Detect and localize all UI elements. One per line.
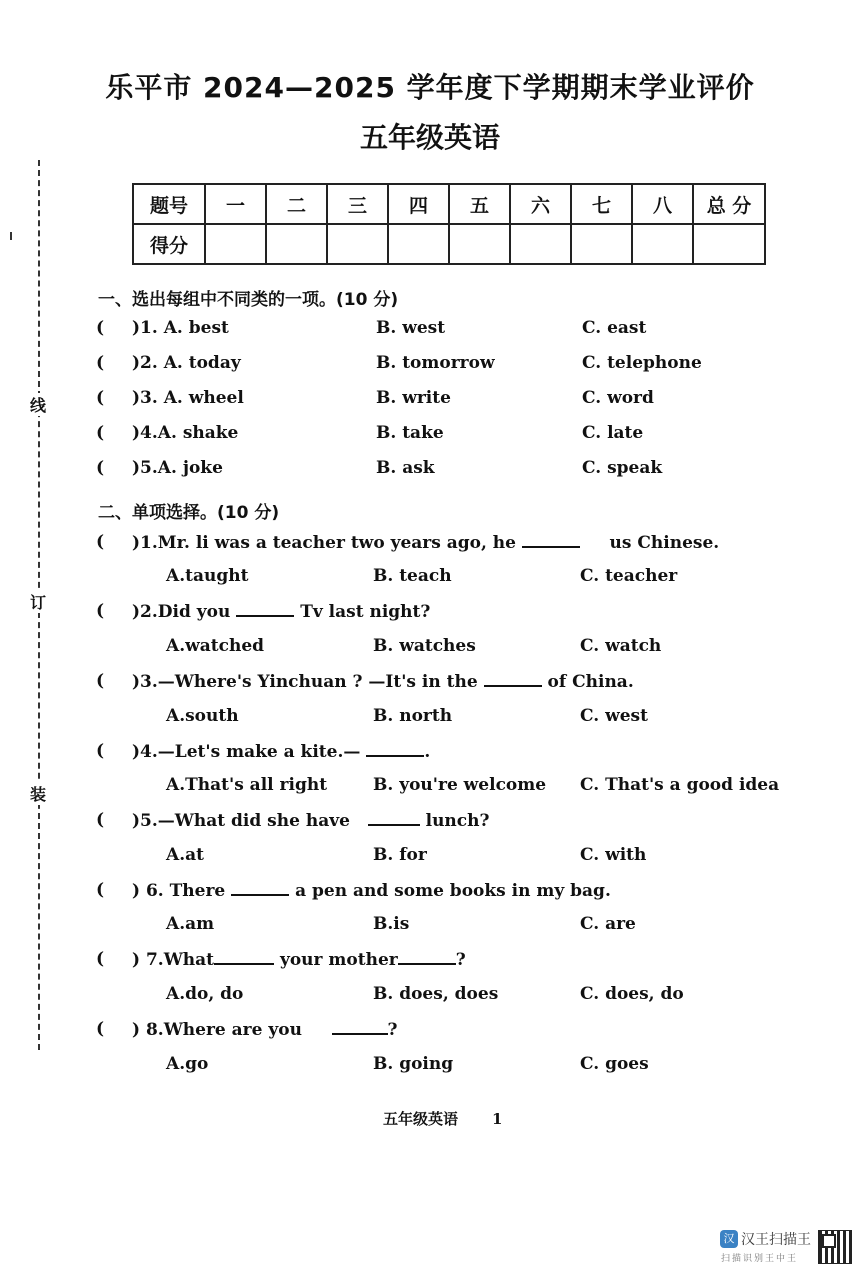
binding-mark-xian: 线 bbox=[26, 393, 50, 416]
qr-code-icon bbox=[818, 1230, 852, 1264]
question-text bbox=[132, 601, 430, 622]
score-cell[interactable] bbox=[388, 224, 449, 264]
question-text bbox=[132, 1019, 398, 1040]
answer-paren[interactable]: ( bbox=[96, 810, 105, 830]
answer-paren[interactable]: ( bbox=[96, 532, 105, 552]
answer-paren[interactable]: ( bbox=[96, 601, 105, 621]
option-a: A.do, do bbox=[166, 984, 244, 1004]
option-c: C. goes bbox=[580, 1054, 649, 1074]
option-a: A.watched bbox=[166, 636, 265, 656]
question-mid: your mother bbox=[279, 950, 398, 970]
score-cell[interactable] bbox=[632, 224, 693, 264]
option-a: A.south bbox=[166, 706, 239, 726]
section1-heading: 一、选出每组中不同类的一项。(10 分) bbox=[98, 290, 399, 310]
question-post: lunch? bbox=[425, 811, 490, 831]
scanner-name: 汉王扫描王 bbox=[741, 1232, 811, 1248]
question-pre: ) 8.Where are you bbox=[132, 1020, 302, 1040]
section1-item bbox=[0, 423, 860, 449]
score-table-col: 一 bbox=[205, 184, 266, 224]
binding-mark-zhuang: 装 bbox=[26, 782, 50, 805]
question-text bbox=[132, 880, 611, 901]
option-b: B. teach bbox=[373, 566, 452, 586]
score-table-score-row bbox=[133, 224, 765, 264]
question-text bbox=[132, 532, 719, 553]
question-post: . bbox=[424, 742, 431, 762]
section1-item bbox=[0, 458, 860, 484]
question-post: Tv last night? bbox=[300, 602, 431, 622]
section2-question bbox=[0, 671, 860, 697]
score-table-row1-label: 题号 bbox=[133, 184, 205, 224]
scanner-slogan: 扫描识别王中王 bbox=[721, 1254, 799, 1264]
question-pre: ) 6. There bbox=[132, 881, 226, 901]
option-a: A.go bbox=[166, 1054, 209, 1074]
question-post: ? bbox=[387, 1020, 398, 1040]
score-cell[interactable] bbox=[266, 224, 327, 264]
score-table-col: 二 bbox=[266, 184, 327, 224]
score-table-col: 五 bbox=[449, 184, 510, 224]
question-post: us Chinese. bbox=[609, 533, 720, 553]
option-b: B. west bbox=[376, 318, 446, 338]
answer-paren[interactable]: ( bbox=[96, 1019, 105, 1039]
section1-item bbox=[0, 388, 860, 414]
option-c: C. That's a good idea bbox=[580, 775, 780, 795]
option-b: B. take bbox=[376, 423, 444, 443]
option-b: B. going bbox=[373, 1054, 454, 1074]
option-b: B. ask bbox=[376, 458, 435, 478]
question-pre: )2.Did you bbox=[132, 602, 231, 622]
scanner-watermark bbox=[720, 1228, 852, 1268]
section2-options bbox=[0, 566, 860, 592]
score-cell[interactable] bbox=[327, 224, 388, 264]
score-cell[interactable] bbox=[449, 224, 510, 264]
answer-blank[interactable] bbox=[332, 1019, 388, 1035]
item-question: )5.A. joke bbox=[132, 458, 223, 478]
answer-paren[interactable]: ( bbox=[96, 880, 105, 900]
page-number: 1 bbox=[492, 1110, 503, 1128]
answer-paren[interactable]: ( bbox=[96, 949, 105, 969]
option-b: B. does, does bbox=[373, 984, 499, 1004]
option-c: C. watch bbox=[580, 636, 662, 656]
score-cell[interactable] bbox=[510, 224, 571, 264]
section2-options bbox=[0, 1054, 860, 1080]
section2-question bbox=[0, 949, 860, 975]
option-b: B. write bbox=[376, 388, 451, 408]
option-c: C. does, do bbox=[580, 984, 684, 1004]
option-a: A.taught bbox=[166, 566, 249, 586]
option-b: B. you're welcome bbox=[373, 775, 547, 795]
option-c: C. west bbox=[580, 706, 648, 726]
option-a: A.am bbox=[166, 914, 215, 934]
section2-question bbox=[0, 1019, 860, 1045]
item-question: )2. A. today bbox=[132, 353, 241, 373]
question-text bbox=[132, 810, 489, 831]
option-c: C. telephone bbox=[582, 353, 702, 373]
answer-blank[interactable] bbox=[236, 601, 294, 617]
score-table-col: 四 bbox=[388, 184, 449, 224]
option-b: B. tomorrow bbox=[376, 353, 495, 373]
option-b: B. watches bbox=[373, 636, 476, 656]
binding-mark-ding: 订 bbox=[26, 590, 50, 613]
answer-paren[interactable]: ( bbox=[96, 353, 105, 373]
option-c: C. late bbox=[582, 423, 644, 443]
answer-blank[interactable] bbox=[398, 949, 456, 965]
question-pre: )5.—What did she have bbox=[132, 811, 350, 831]
page-footer bbox=[383, 1108, 502, 1129]
option-c: C. east bbox=[582, 318, 647, 338]
answer-paren[interactable]: ( bbox=[96, 423, 105, 443]
item-question: )3. A. wheel bbox=[132, 388, 244, 408]
section2-heading: 二、单项选择。(10 分) bbox=[98, 503, 280, 523]
question-post: of China. bbox=[547, 672, 634, 692]
option-c: C. speak bbox=[582, 458, 663, 478]
section2-question bbox=[0, 532, 860, 558]
score-table-col: 七 bbox=[571, 184, 632, 224]
section2-question bbox=[0, 810, 860, 836]
answer-blank[interactable] bbox=[368, 810, 420, 826]
option-b: B. for bbox=[373, 845, 427, 865]
item-question: )4.A. shake bbox=[132, 423, 239, 443]
score-table-col: 三 bbox=[327, 184, 388, 224]
answer-paren[interactable]: ( bbox=[96, 671, 105, 691]
page-title: 乐平市 2024—2025 学年度下学期期末学业评价 bbox=[105, 71, 755, 104]
answer-blank[interactable] bbox=[231, 880, 289, 896]
question-text bbox=[132, 949, 466, 970]
section2-question bbox=[0, 601, 860, 627]
footer-label: 五年级英语 bbox=[383, 1110, 459, 1128]
question-post: a pen and some books in my bag. bbox=[295, 881, 611, 901]
question-pre: )1.Mr. li was a teacher two years ago, he bbox=[132, 533, 516, 553]
scanner-logo-icon: 汉 bbox=[720, 1230, 738, 1248]
answer-paren[interactable]: ( bbox=[96, 318, 105, 338]
score-cell[interactable] bbox=[571, 224, 632, 264]
answer-blank[interactable] bbox=[214, 949, 274, 965]
question-text bbox=[132, 671, 634, 692]
score-table-col: 八 bbox=[632, 184, 693, 224]
question-post: ? bbox=[455, 950, 466, 970]
answer-blank[interactable] bbox=[522, 532, 580, 548]
section1-item bbox=[0, 318, 860, 344]
item-question: )1. A. best bbox=[132, 318, 229, 338]
answer-blank[interactable] bbox=[366, 741, 424, 757]
section2-options bbox=[0, 775, 860, 801]
answer-paren[interactable]: ( bbox=[96, 388, 105, 408]
section2-options bbox=[0, 636, 860, 662]
option-b: B.is bbox=[373, 914, 410, 934]
question-pre: ) 7.What bbox=[132, 950, 215, 970]
score-table-header-row bbox=[133, 184, 765, 224]
option-a: A.That's all right bbox=[166, 775, 328, 795]
option-c: C. are bbox=[580, 914, 636, 934]
section2-question bbox=[0, 741, 860, 767]
section1-item bbox=[0, 353, 860, 379]
section2-question bbox=[0, 880, 860, 906]
question-pre: )4.—Let's make a kite.— bbox=[132, 742, 361, 762]
page-subtitle: 五年级英语 bbox=[359, 121, 500, 154]
score-table-row2-label: 得分 bbox=[133, 224, 205, 264]
section2-options bbox=[0, 706, 860, 732]
answer-paren[interactable]: ( bbox=[96, 458, 105, 478]
section2-options bbox=[0, 845, 860, 871]
question-text bbox=[132, 741, 430, 762]
score-cell[interactable] bbox=[205, 224, 266, 264]
section2-options bbox=[0, 984, 860, 1010]
section2-options bbox=[0, 914, 860, 940]
option-c: C. teacher bbox=[580, 566, 678, 586]
option-c: C. word bbox=[582, 388, 654, 408]
answer-blank[interactable] bbox=[484, 671, 542, 687]
score-table-col: 六 bbox=[510, 184, 571, 224]
option-c: C. with bbox=[580, 845, 647, 865]
margin-tick bbox=[10, 232, 12, 240]
option-b: B. north bbox=[373, 706, 453, 726]
score-table bbox=[132, 183, 766, 265]
answer-paren[interactable]: ( bbox=[96, 741, 105, 761]
option-a: A.at bbox=[166, 845, 204, 865]
score-table-total-label: 总 分 bbox=[693, 184, 765, 224]
question-pre: )3.—Where's Yinchuan ? —It's in the bbox=[132, 672, 478, 692]
score-cell-total[interactable] bbox=[693, 224, 765, 264]
